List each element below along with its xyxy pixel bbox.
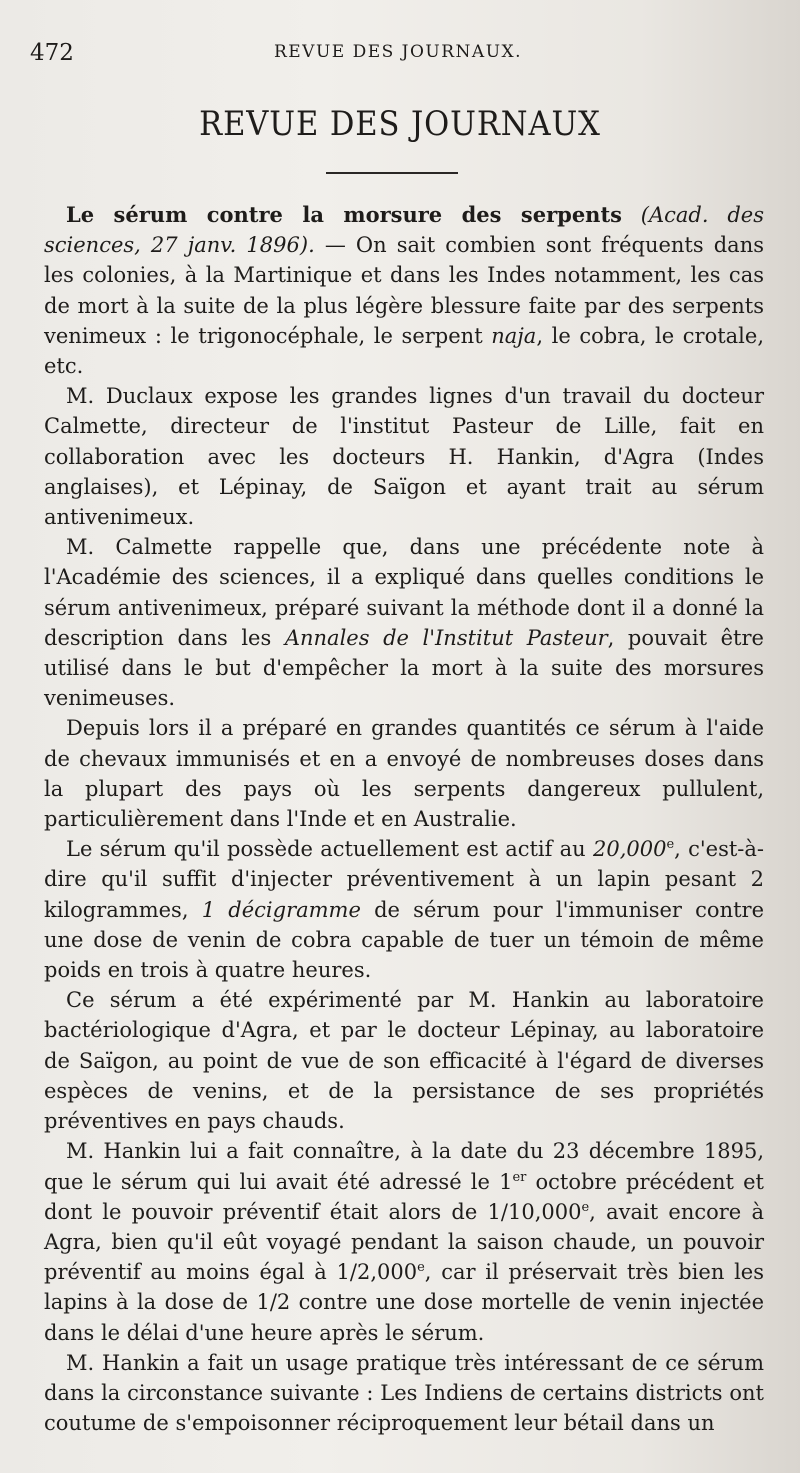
paragraph-1 [44,200,764,381]
page-number: 472 [30,40,74,66]
superscript: e [417,1260,425,1276]
paragraph-text: — On sait combien sont fréquents dans les colonies, à la Martinique et dans les Indes notamment, les cas de mort à la suite de la plus légère blessure faite par des serpents venimeux : le trigonocéphale, le serpent [44,233,764,348]
paragraph-8: M. Hankin a fait un usage pratique très intéressant de ce sérum dans la circonstance suivante : Les Indiens de certains districts ont coutume de s'empoisonner réciproquement leur bétail dans un [44,1350,764,1436]
running-title: REVUE DES JOURNAUX. [273,42,523,62]
paragraph-text: , avait encore à Agra, bien qu'il eût voyagé pendant la saison chaude, un pouvoir préventif au moins égal à 1/2,000 [44,1199,764,1285]
paragraph-text: octobre précédent et dont le pouvoir préventif était alors de 1/10,000 [44,1169,764,1224]
section-title: REVUE DES JOURNAUX [199,104,601,144]
journal-title: Annales de l'Institut Pasteur [284,625,608,650]
activity-value: 20,000 [592,837,667,862]
paragraph-text: , car il préservait très bien les lapins à la dose de 1/2 contre une dose mortelle de venin injectée dans le délai d'une heure après le sérum. [44,1260,764,1345]
naja-term: naja [491,323,537,348]
paragraph-5 [44,834,764,985]
dose-value: 1 décigramme [201,897,361,922]
paragraph-7 [44,1136,764,1347]
superscript: e [581,1199,590,1215]
paragraph-2: M. Duclaux expose les grandes lignes d'un travail du docteur Calmette, directeur de l'institut Pasteur de Lille, fait en collaboration avec les docteurs H. Hankin, d'Agra (Indes anglaises), et Lépinay, de Saïgon et ayant trait au sérum antivenimeux. [44,384,764,530]
paragraph-text: , pouvait être utilisé dans le but d'empêcher la mort à la suite des morsures venimeuses. [44,625,764,711]
paragraph-text: Le sérum qu'il possède actuellement est actif au [66,837,593,862]
running-head [28,40,768,68]
paragraph-text: M. Hankin lui a fait connaître, à la date du 23 décembre 1895, que le sérum qui lui avait été adressé le 1 [44,1139,764,1194]
paragraph-6: Ce sérum a été expérimenté par M. Hankin au laboratoire bactériologique d'Agra, et par le docteur Lépinay, au laboratoire de Saïgon, au point de vue de son efficacité à l'égard de diverses espèces de venins, et de la persistance de ses propriétés préventives en pays chauds. [44,988,764,1134]
paragraph-text: M. Calmette rappelle que, dans une précédente note à l'Académie des sciences, il a expliqué dans quelles conditions le sérum antivenimeux, préparé suivant la méthode dont il a donné la description dans les [44,535,764,650]
article-heading: Le sérum contre la morsure des serpents [66,202,622,227]
article-body [44,200,764,1438]
title-rule [326,172,458,174]
superscript: er [512,1169,527,1185]
paragraph-text: de sérum pour l'immuniser contre une dose de venin de cobra capable de tuer un témoin de même poids en trois à quatre heures. [44,897,764,983]
paragraph-3 [44,532,764,713]
paragraph-text: , le cobra, le crotale, etc. [44,323,765,379]
article-source: (Acad. des sciences, 27 janv. 1896). [44,203,764,258]
paragraph-4: Depuis lors il a préparé en grandes quantités ce sérum à l'aide de chevaux immunisés et en a envoyé de nombreuses doses dans la plupart des pays où les serpents dangereux pullulent, particulièrement dans l'Inde et en Australie. [44,716,764,832]
superscript: e [666,837,675,853]
paragraph-text: , c'est-à-dire qu'il suffit d'injecter préventivement à un lapin pesant 2 kilogrammes, [44,837,764,922]
